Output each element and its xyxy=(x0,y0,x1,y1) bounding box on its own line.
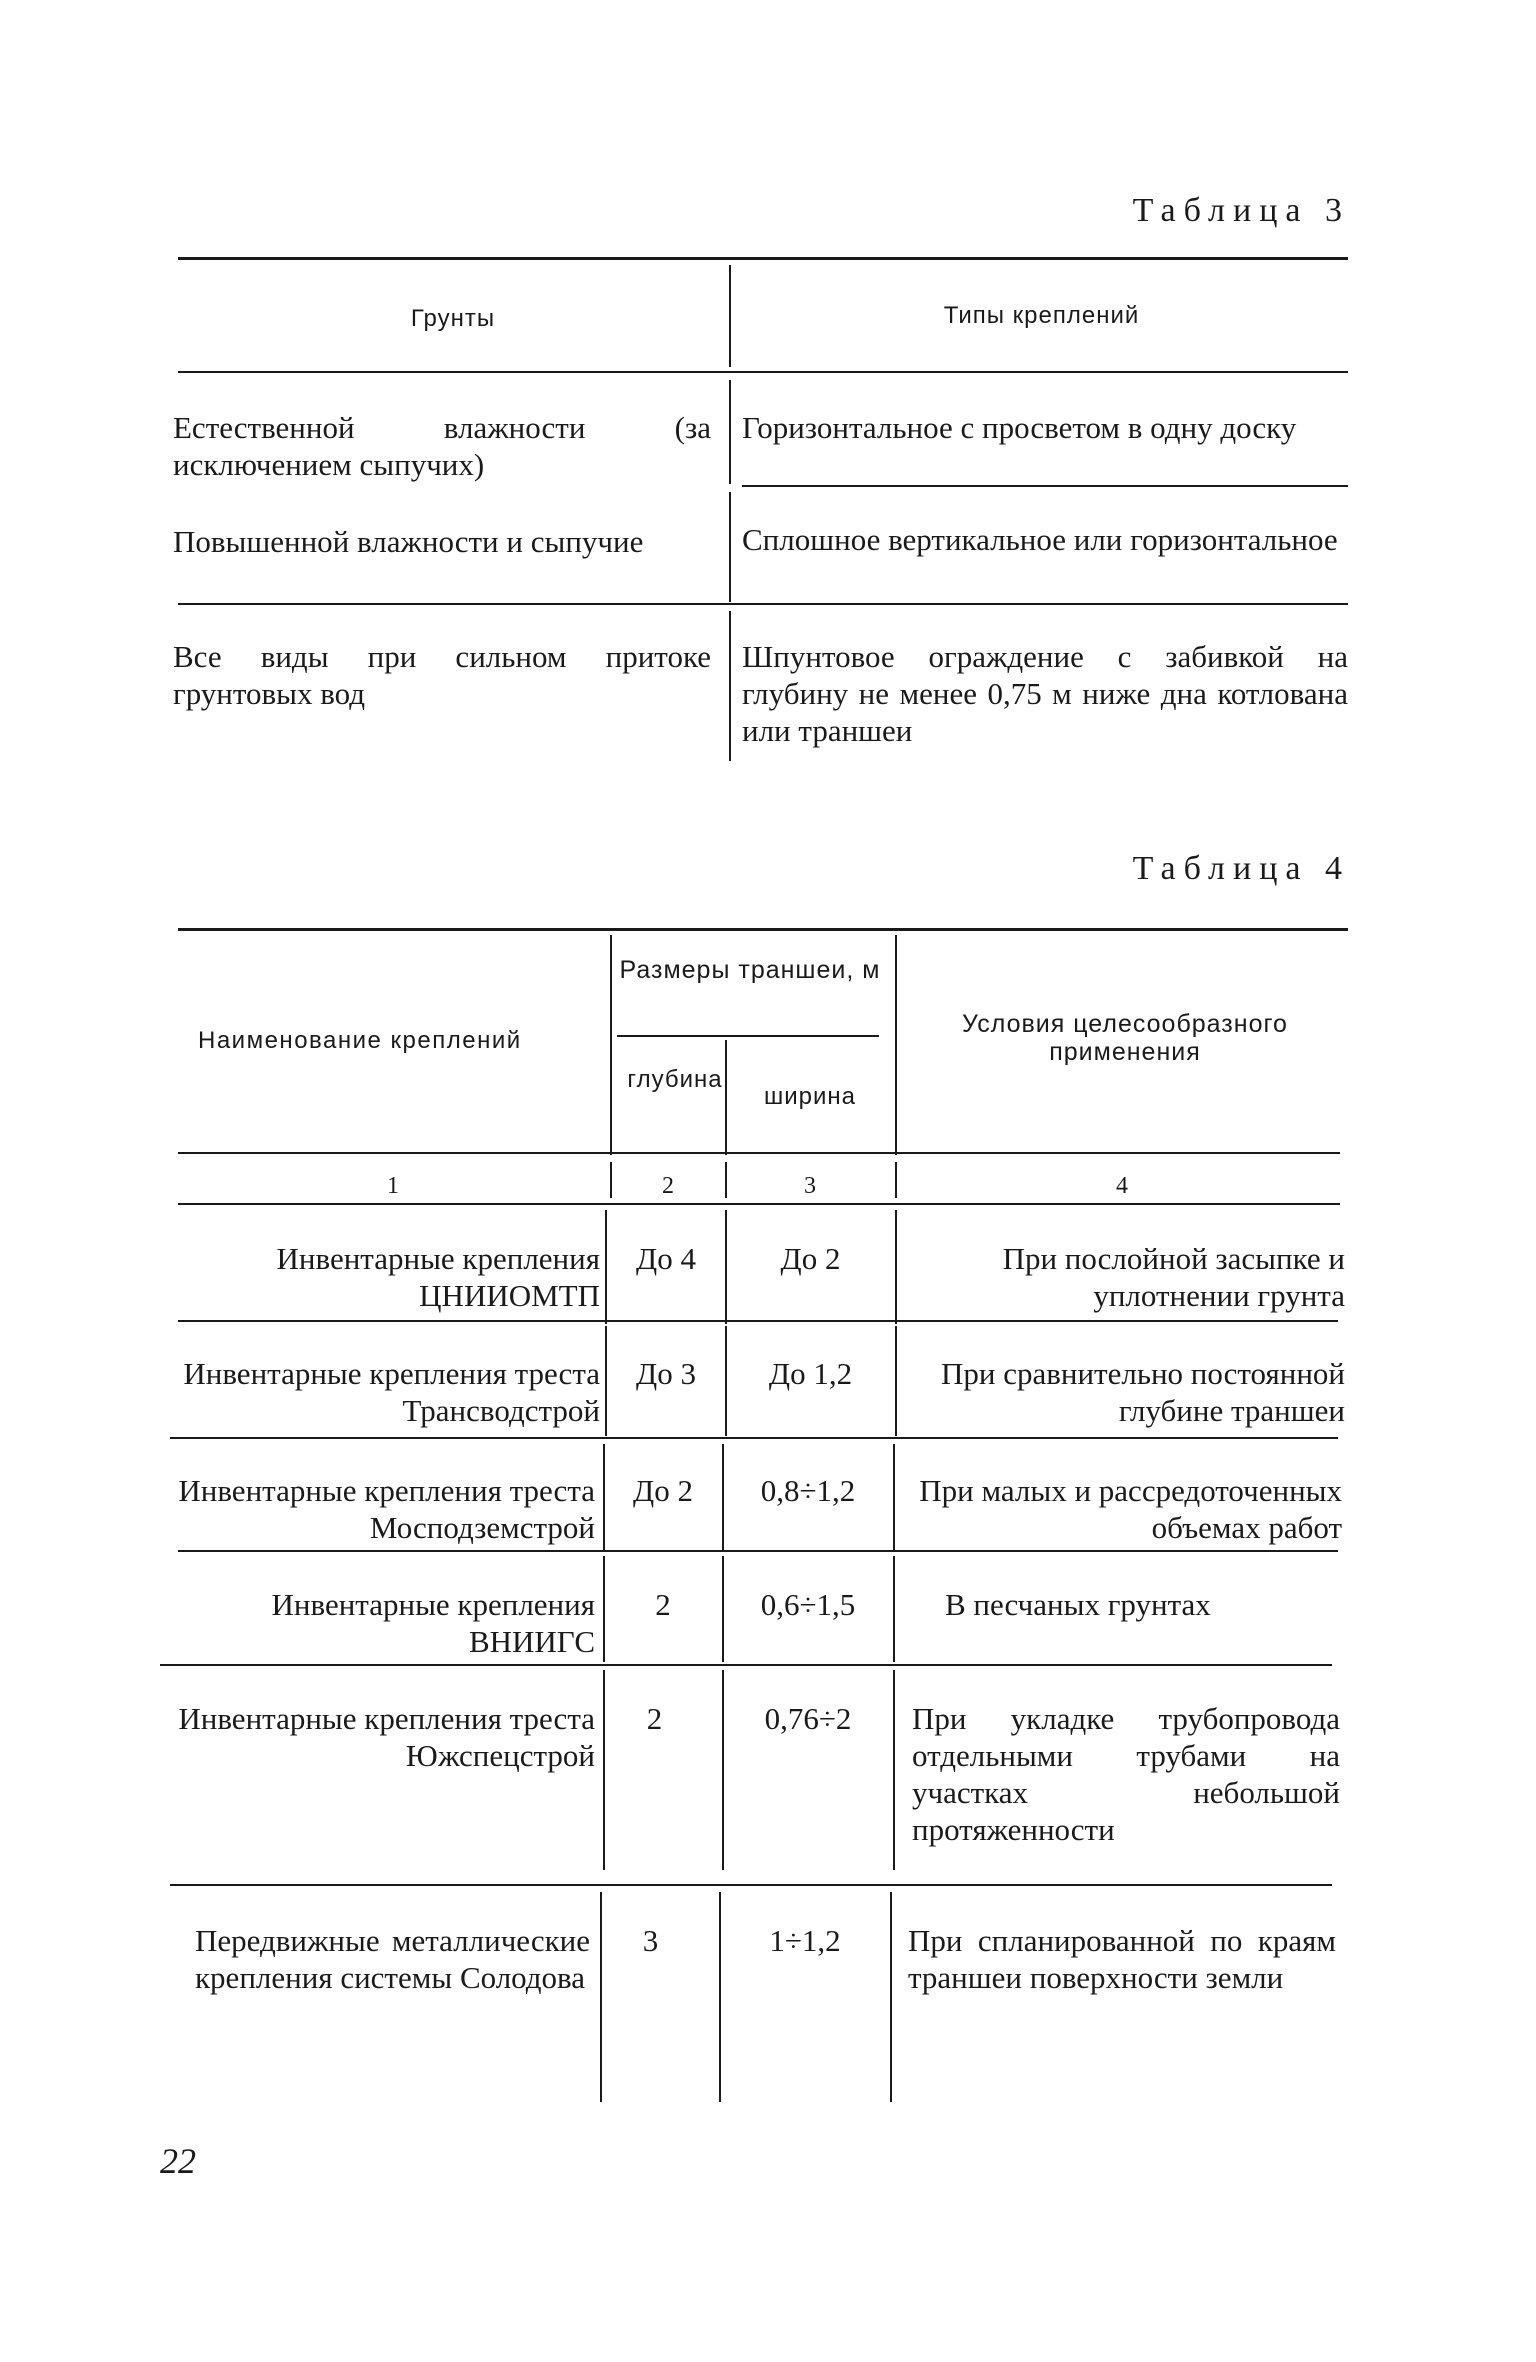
table4-row-divider xyxy=(722,1556,724,1662)
table4-row-divider xyxy=(722,1670,724,1870)
table4-header-sizes: Размеры траншеи, м xyxy=(619,956,881,984)
table4-colnum-2: 2 xyxy=(662,1173,674,1199)
table4-row-divider xyxy=(605,1326,607,1436)
table3-row-rule xyxy=(742,485,1348,487)
table3-header-divider xyxy=(729,265,731,367)
table4-row-divider xyxy=(603,1444,605,1550)
table4-row3-conditions: При малых и рассредоточенных объемах работ xyxy=(919,1473,1342,1545)
table4-row2-conditions: При сравнительно постоянной глубине траншеи xyxy=(940,1356,1345,1428)
table4-row4-depth: 2 xyxy=(655,1587,671,1622)
table4-row5-conditions: При укладке трубопровода отдельными трубами на участках небольшой протяженности xyxy=(912,1701,1340,1847)
table3-row3-type: Шпунтовое ограждение с забивкой на глубину не менее 0,75 м ниже дна котлована или траншеи xyxy=(742,639,1348,748)
table4-row1-name: Инвентарные крепления ЦНИИОМТП xyxy=(276,1241,600,1313)
table4-row-divider xyxy=(605,1210,607,1324)
page-number: 22 xyxy=(160,2141,196,2181)
table4-row6-width: 1÷1,2 xyxy=(769,1923,841,1958)
table4-colnum-1: 1 xyxy=(387,1173,399,1199)
table4-row-divider xyxy=(725,1210,727,1324)
table4-row3-name: Инвентарные крепления треста Мосподземстрой xyxy=(178,1473,595,1545)
table4-top-rule xyxy=(178,928,1348,931)
table3-row2-type: Сплошное вертикальное или горизонтальное xyxy=(742,522,1338,557)
table3-row-rule xyxy=(178,603,1348,605)
table4-header-divider xyxy=(725,1040,727,1155)
table4-row6-name: Передвижные металлические крепления системы Солодова xyxy=(195,1923,590,1995)
table4-row-divider xyxy=(895,1326,897,1436)
table4-header-divider xyxy=(895,935,897,1155)
table4-row1-conditions: При послойной засыпке и уплотнении грунта xyxy=(1002,1241,1345,1313)
table4-row-divider xyxy=(893,1556,895,1662)
table4-header-depth: глубина xyxy=(627,1066,723,1093)
table3-row-divider xyxy=(729,380,731,484)
table4-colnum-4: 4 xyxy=(1116,1173,1128,1199)
table4-row1-depth: До 4 xyxy=(636,1241,696,1276)
table4-header-width: ширина xyxy=(763,1083,856,1110)
table3-row3-soil: Все виды при сильном притоке грунтовых вод xyxy=(173,639,711,711)
table3-header-rule xyxy=(178,371,1348,373)
table4-row5-width: 0,76÷2 xyxy=(764,1701,852,1736)
table4-row5-depth: 2 xyxy=(646,1701,663,1736)
table4-header-divider xyxy=(610,935,612,1155)
table3-row-divider xyxy=(729,492,731,602)
table4-colnum-3: 3 xyxy=(804,1173,816,1199)
table4-row3-depth: До 2 xyxy=(633,1473,693,1508)
table4-row-divider xyxy=(893,1444,895,1550)
table4-row-divider xyxy=(603,1670,605,1870)
table4-colnum-rule xyxy=(178,1203,1340,1205)
table4-row3-width: 0,8÷1,2 xyxy=(760,1473,856,1508)
table4-row5-name: Инвентарные крепления треста Южспецстрой xyxy=(178,1701,595,1773)
table4-row6-conditions: При спланированной по краям траншеи поверхности земли xyxy=(908,1923,1336,1995)
table4-row2-depth: До 3 xyxy=(636,1356,696,1391)
table4-row-rule xyxy=(170,1884,1332,1886)
table4-row2-name: Инвентарные крепления треста Трансводстрой xyxy=(183,1356,600,1428)
table4-row-rule xyxy=(170,1437,1338,1439)
table4-row-divider xyxy=(725,1326,727,1436)
table3-row2-soil: Повышенной влажности и сыпучие xyxy=(173,524,644,559)
table4-row-divider xyxy=(895,1210,897,1324)
table4-row-divider xyxy=(719,1892,721,2102)
table4-row-rule xyxy=(178,1550,1338,1552)
table4-header-rule xyxy=(178,1152,1340,1154)
table4-row-rule xyxy=(178,1320,1338,1322)
table4-row4-width: 0,6÷1,5 xyxy=(760,1587,856,1622)
table4-row6-depth: 3 xyxy=(642,1923,659,1958)
table4-row-divider xyxy=(600,1892,602,2102)
table4-row2-width: До 1,2 xyxy=(768,1356,853,1391)
table4-row4-conditions: В песчаных грунтах xyxy=(945,1587,1211,1622)
table4-row-divider xyxy=(890,1892,892,2102)
table4-row-rule xyxy=(160,1664,1332,1666)
table4-caption: Таблица 4 xyxy=(1132,850,1350,887)
table4-row-divider xyxy=(603,1556,605,1662)
table4-row1-width: До 2 xyxy=(780,1241,841,1276)
table3-top-rule xyxy=(178,257,1348,260)
table4-subheader-rule xyxy=(617,1035,879,1037)
table4-row-divider xyxy=(893,1670,895,1870)
table3-row1-soil: Естественной влажности (за исключением сыпучих) xyxy=(173,410,711,482)
table3-header-soils: Грунты xyxy=(410,305,496,332)
table3-row1-type: Горизонтальное с просветом в одну доску xyxy=(742,410,1297,445)
table3-header-types: Типы креплений xyxy=(943,302,1140,329)
table3-row-divider xyxy=(729,611,731,761)
table4-header-name: Наименование креплений xyxy=(198,1027,522,1054)
table4-row4-name: Инвентарные крепления ВНИИГС xyxy=(271,1587,595,1659)
table4-header-conditions: Условия целесообразного применения xyxy=(962,1010,1288,1066)
table3-caption: Таблица 3 xyxy=(1132,192,1350,229)
table4-row-divider xyxy=(722,1444,724,1550)
